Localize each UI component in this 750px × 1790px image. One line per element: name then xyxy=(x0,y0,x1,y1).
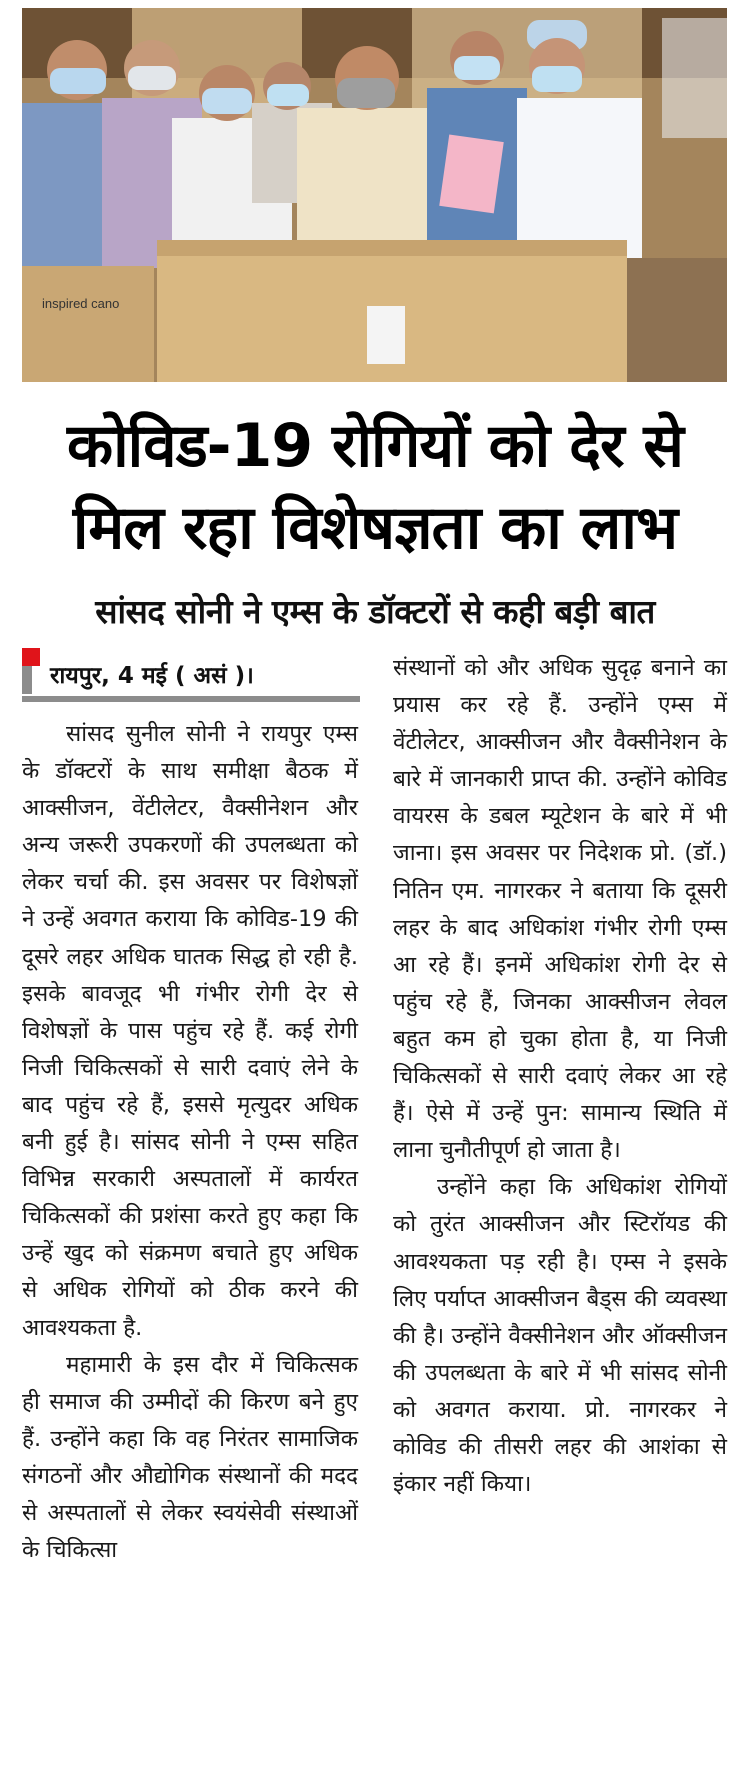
article-column-left xyxy=(22,716,358,1569)
document-in-hand xyxy=(439,134,503,213)
news-photo xyxy=(22,8,727,382)
right-paragraph-2: उन्होंने कहा कि अधिकांश रोगियों को तुरंत आक्सीजन और स्टिरॉयड की आवश्यकता पड़ रही है। एम्स ने इसके लिए पर्याप्त आक्सीजन बैड्स की व्यवस्था की है। उन्होंने वैक्सीनेशन और ऑक्सीजन की उपलब्धता के बारे में भी सांसद सोनी को अवगत कराया. प्रो. नागरकर ने कोविड की तीसरी लहर की आशंका से इंकार नहीं किया। xyxy=(393,1174,727,1498)
article-column-right xyxy=(393,650,727,1503)
right-paragraph-1: संस्थानों को और अधिक सुदृढ़ बनाने का प्रयास कर रहे हैं. उन्होंने एम्स में वेंटीलेटर, आक्सीजन और वैक्सीनेशन के बारे में जानकारी प्राप्त की. उन्होंने कोविड वायरस के डबल म्यूटेशन के बारे में भी जाना। इस अवसर पर निदेशक प्रो. (डॉ.) नितिन एम. नागरकर ने बताया कि दूसरी लहर के बाद अधिकांश गंभीर रोगी एम्स आ रहे हैं। इनमें अधिकांश रोगी देर से पहुंच रहे हैं, जिनका आक्सीजन लेवल बहुत कम हो चुका होता है, या निजी चिकित्सकों से सारी दवाएं लेकर आ रहे हैं। ऐसे में उन्हें पुन: सामान्य स्थिति में लाना चुनौतीपूर्ण हो जाता है। xyxy=(393,655,727,1164)
headline-line-2: मिल रहा विशेषज्ञता का लाभ xyxy=(72,493,678,563)
photo-box-brand-text: inspired cano xyxy=(42,296,120,311)
dateline-grey-bar xyxy=(22,666,32,694)
headline-line-1: कोविड-19 रोगियों को देर से xyxy=(67,411,683,481)
subheadline: सांसद सोनी ने एम्स के डॉक्टरों से कही बड़ी बात xyxy=(95,592,655,631)
cardboard-box-main xyxy=(157,240,627,382)
left-paragraph-2: महामारी के इस दौर में चिकित्सक ही समाज की उम्मीदों की किरण बने हुए हैं. उन्होंने कहा कि वह निरंतर सामाजिक संगठनों और औद्योगिक संस्थानों की मदद से अस्पतालों से लेकर स्वयंसेवी संस्थाओं के चिकित्सा xyxy=(22,1351,358,1564)
news-photo-illustration xyxy=(22,8,727,382)
dateline-block xyxy=(22,648,360,704)
dateline-red-marker xyxy=(22,648,40,666)
dateline: रायपुर, 4 मई ( असं )। xyxy=(50,663,254,689)
cardboard-box-left xyxy=(22,266,154,382)
left-paragraph-1: सांसद सुनील सोनी ने रायपुर एम्स के डॉक्टरों के साथ समीक्षा बैठक में आक्सीजन, वेंटीलेटर, वैक्सीनेशन और अन्य जरूरी उपकरणों की उपलब्धता को लेकर चर्चा की. इस अवसर पर विशेषज्ञों ने उन्हें अवगत कराया कि कोविड-19 की दूसरे लहर अधिक घातक सिद्ध हो रही है. इसके बावजूद भी गंभीर रोगी देर से विशेषज्ञों के पास पहुंच रहे हैं. कई रोगी निजी चिकित्सकों से सारी दवाएं लेने के बाद पहुंच रहे हैं, इससे मृत्युदर अधिक बनी हुई है। सांसद सोनी ने एम्स सहित विभिन्न सरकारी अस्पतालों में कार्यरत चिकित्सकों की प्रशंसा करते हुए कहा कि उन्हें खुद को संक्रमण बचाते हुए अधिक से अधिक रोगियों को ठीक करने की आवश्यकता है. xyxy=(22,721,358,1341)
dateline-rule xyxy=(22,696,360,702)
